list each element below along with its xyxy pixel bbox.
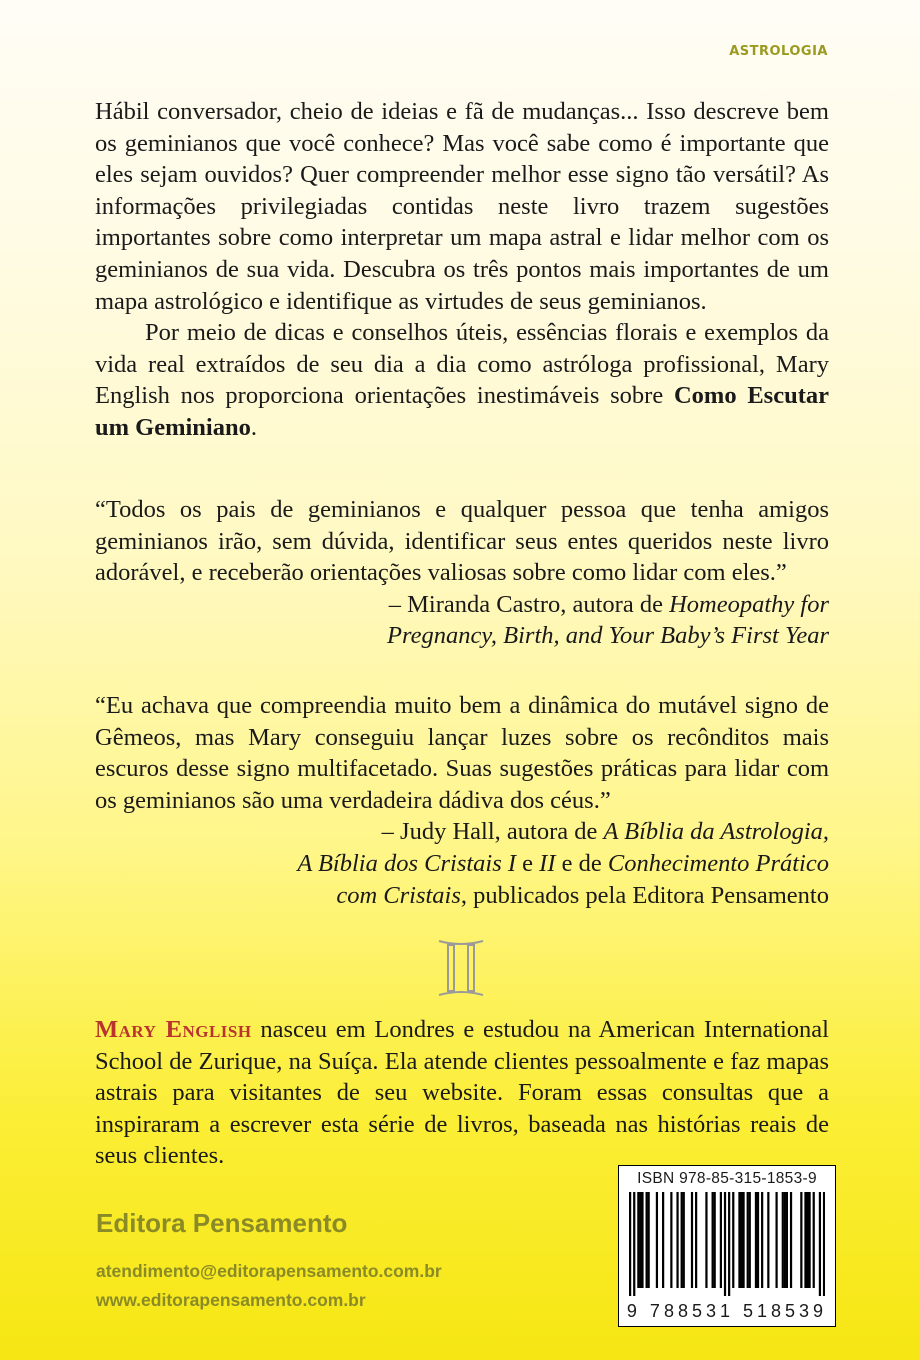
testimonial-1-title-a: Homeopathy for xyxy=(669,590,829,618)
intro-text xyxy=(95,96,829,444)
barcode-bar xyxy=(790,1192,792,1288)
author-bio-text: nasceu em Londres e estudou na American International School de Zurique, na Suíça. Ela atende clientes pessoalmente e faz mapas astrais para visitantes de seu website. Foram essas consultas que a inspiraram a escrever esta série de livros, baseada nas histórias reais de seus clientes. xyxy=(95,1016,829,1170)
barcode-bar xyxy=(656,1192,658,1288)
ean-digits: 9 788531 518539 xyxy=(626,1301,828,1321)
testimonial-2-suffix: , publicados pela Editora Pensamento xyxy=(460,881,829,909)
barcode-bar xyxy=(639,1192,641,1288)
barcode-bar xyxy=(728,1192,730,1296)
barcode-bar xyxy=(712,1192,714,1288)
author-name: Mary English xyxy=(95,1016,252,1043)
barcode-bar xyxy=(786,1192,788,1288)
barcode-bar xyxy=(670,1192,672,1288)
book-title: Como Escutar um Geminiano xyxy=(95,382,829,441)
barcode-bar xyxy=(738,1192,740,1288)
barcode-bar xyxy=(629,1192,631,1296)
barcode-bar xyxy=(641,1192,643,1288)
barcode-bar xyxy=(784,1192,786,1288)
testimonial-2-title-a: A Bíblia da Astrologia, xyxy=(603,818,829,846)
barcode-bar xyxy=(808,1192,810,1288)
barcode-bar xyxy=(683,1192,685,1288)
barcode-bar xyxy=(782,1192,784,1288)
barcode-bar xyxy=(662,1192,664,1288)
barcode-bar xyxy=(695,1192,697,1288)
barcode-bar xyxy=(767,1192,769,1288)
testimonial-2-author: – Judy Hall, autora de xyxy=(381,818,604,846)
testimonial-1-text: “Todos os pais de geminianos e qualquer pessoa que tenha amigos geminianos irão, sem dúvida, identificar seus entes queridos neste livro adorável, e receberão orientações valiosas sobre como lidar com eles.” xyxy=(95,496,829,587)
testimonial-2-title-c: II xyxy=(539,849,556,877)
barcode-bar xyxy=(742,1192,744,1288)
barcode-bar xyxy=(757,1192,759,1288)
barcode-bar xyxy=(724,1192,726,1296)
publisher-name: Editora Pensamento xyxy=(96,1208,348,1238)
barcode-bar xyxy=(747,1192,749,1288)
barcode-bar xyxy=(800,1192,802,1288)
barcode-bar xyxy=(732,1192,734,1288)
barcode-bars xyxy=(629,1192,825,1296)
intro-paragraph-1: Hábil conversador, cheio de ideias e fã de mudanças... Isso descreve bem os geminianos que você conhece? Mas você sabe como é importante que eles sejam ouvidos? Quer compreender melhor esse signo tão versátil? As informações privilegiadas contidas neste livro trazem sugestões importantes sobre como interpretar um mapa astral e lidar melhor com os geminianos de sua vida. Descubra os três pontos mais importantes de um mapa astrológico e identifique as virtudes de seus geminianos. xyxy=(95,98,829,315)
isbn-label: ISBN 978-85-315-1853-9 xyxy=(637,1170,817,1187)
testimonial-2-title-d: Conhecimento Prático xyxy=(607,849,829,877)
testimonial-2-attribution xyxy=(95,816,829,911)
barcode-bar xyxy=(761,1192,763,1288)
barcode-bar xyxy=(633,1192,635,1296)
barcode-bar xyxy=(691,1192,693,1288)
publisher-website[interactable]: www.editorapensamento.com.br xyxy=(96,1290,366,1310)
intro-paragraph-2-start: Por meio de dicas e conselhos úteis, essências florais e exemplos da vida real extraídos de seu dia a dia como astróloga profissional, Mary English nos proporciona orientações inestimáveis sobre xyxy=(95,319,829,410)
barcode-bar xyxy=(740,1192,742,1288)
intro-paragraph-2-end: . xyxy=(250,413,257,441)
testimonial-1 xyxy=(95,494,829,652)
gemini-zodiac-icon xyxy=(437,937,485,999)
barcode-bar xyxy=(755,1192,757,1288)
testimonial-2-mid: e de xyxy=(555,849,608,877)
barcode-bar xyxy=(804,1192,806,1288)
barcode-bar xyxy=(823,1192,825,1296)
testimonial-2 xyxy=(95,690,829,911)
barcode-bar xyxy=(720,1192,722,1288)
barcode-bar xyxy=(648,1192,650,1288)
barcode-bar xyxy=(681,1192,683,1288)
testimonial-1-attribution xyxy=(95,589,829,652)
barcode-bar xyxy=(775,1192,777,1288)
author-bio-paragraph xyxy=(95,1014,829,1172)
barcode-bar xyxy=(646,1192,648,1288)
barcode-bar xyxy=(705,1192,707,1288)
barcode-bar xyxy=(813,1192,815,1288)
barcode-bar xyxy=(676,1192,678,1288)
barcode-bar xyxy=(637,1192,639,1288)
barcode-bar xyxy=(819,1192,821,1296)
author-bio xyxy=(95,1014,829,1172)
testimonial-1-title-b: Pregnancy, Birth, and Your Baby’s First Year xyxy=(387,622,829,650)
testimonial-2-and: e xyxy=(516,849,540,877)
isbn-barcode xyxy=(618,1165,836,1327)
barcode-bar xyxy=(749,1192,751,1288)
publisher-email[interactable]: atendimento@editorapensamento.com.br xyxy=(96,1261,442,1281)
barcode-bar xyxy=(714,1192,716,1288)
testimonial-2-text: “Eu achava que compreendia muito bem a dinâmica do mutável signo de Gêmeos, mas Mary conseguiu lançar luzes sobre os recônditos mais escuros desse signo multifacetado. Suas sugestões práticas para lidar com os geminianos são uma verdadeira dádiva dos céus.” xyxy=(95,692,829,814)
intro-paragraph-2 xyxy=(95,317,829,443)
barcode-bar xyxy=(806,1192,808,1288)
category-label: ASTROLOGIA xyxy=(729,44,828,59)
testimonial-2-title-e: com Cristais xyxy=(336,881,461,909)
testimonial-1-author: – Miranda Castro, autora de xyxy=(388,590,670,618)
testimonial-2-title-b: A Bíblia dos Cristais I xyxy=(297,849,517,877)
